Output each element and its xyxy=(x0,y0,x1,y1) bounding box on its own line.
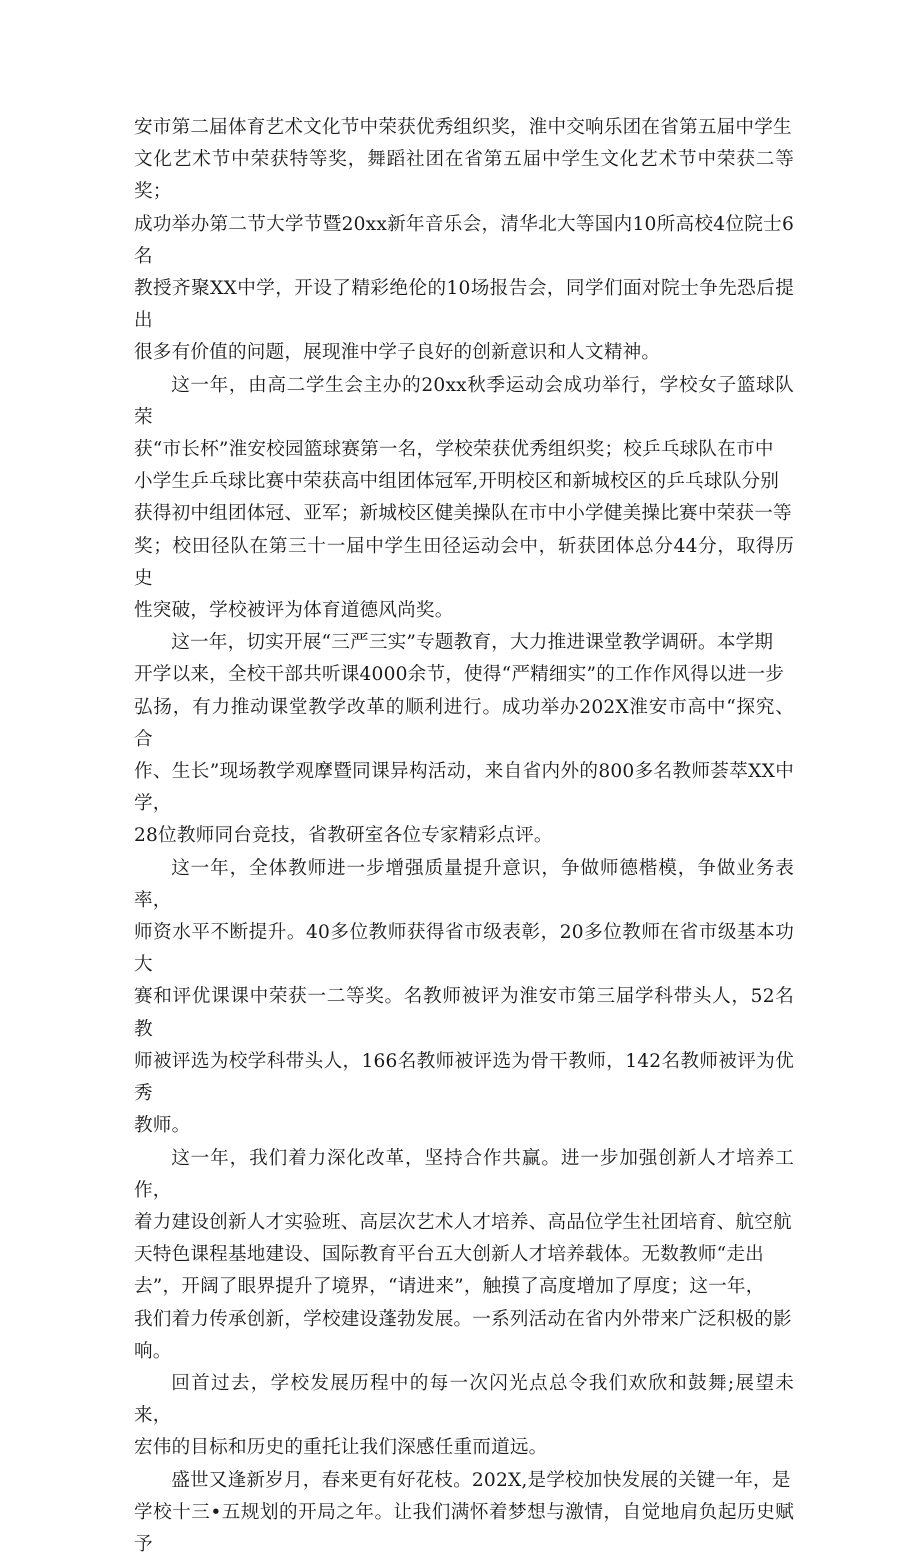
paragraph-new-year-outlook: 盛世又逢新岁月，春来更有好花枝。202X,是学校加快发展的关键一年，是 学校十三•五规划的开局之年。让我们满怀着梦想与激情，自觉地肩负起历史赋予 xyxy=(134,1469,794,1555)
paragraph-reform-innovation: 这一年，我们着力深化改革，坚持合作共赢。进一步加强创新人才培养工作， 着力建设创新人才实验班、高层次艺术人才培养、高品位学生社团培育、航空航 天特色课程基地建设、国际教育平台五大创新人才培养载体。无数教师“走出 去”，开阔了眼界提升了境界，“请进来”，触摸了高度增加了厚度；这一年， 我们着力传承创新，学校建设蓬勃发展。一系列活动在省内外带来广泛积极的影 响。 xyxy=(134,1147,794,1362)
paragraph-looking-back: 回首过去，学校发展历程中的每一次闪光点总令我们欢欣和鼓舞;展望未来， 宏伟的目标和历史的重托让我们深感任重而道远。 xyxy=(134,1372,794,1459)
paragraph-teaching-research: 这一年，切实开展“三严三实”专题教育，大力推进课堂教学调研。本学期 开学以来，全校干部共听课4000余节，使得“严精细实”的工作作风得以进一步 弘扬，有力推动课堂教学改革的顺利进行。成功举办202X淮安市高中“探究、合 作、生长”现场教学观摩暨同课异构活动，来自省内外的800多名教师荟萃XX中学， 28位教师同台竞技，省教研室各位专家精彩点评。 xyxy=(134,632,794,847)
document-body xyxy=(134,112,794,1561)
paragraph-art-festival-awards: 安市第二届体育艺术文化节中荣获优秀组织奖，淮中交响乐团在省第五届中学生 文化艺术节中荣获特等奖，舞蹈社团在省第五届中学生文化艺术节中荣获二等奖； 成功举办第二节大学节暨20xx新年音乐会，清华北大等国内10所高校4位院士6名 教授齐聚XX中学，开设了精彩绝伦的10场报告会，同学们面对院士争先恐后提出 很多有价值的问题，展现淮中学子良好的创新意识和人文精神。 xyxy=(134,117,794,364)
paragraph-teacher-quality: 这一年，全体教师进一步增强质量提升意识，争做师德楷模，争做业务表率， 师资水平不断提升。40多位教师获得省市级表彰，20多位教师在省市级基本功大 赛和评优课课中荣获一二等奖。名教师被评为淮安市第三届学科带头人，52名教 师被评选为校学科带头人，166名教师被评选为骨干教师，142名教师被评为优秀 教师。 xyxy=(134,857,794,1137)
paragraph-sports-achievements: 这一年，由高二学生会主办的20xx秋季运动会成功举行，学校女子篮球队荣 获“市长杯”淮安校园篮球赛第一名，学校荣获优秀组织奖；校乒乓球队在市中 小学生乒乓球比赛中荣获高中组团体冠军,开明校区和新城校区的乒乓球队分别 获得初中组团体冠、亚军；新城校区健美操队在市中小学健美操比赛中荣获一等 奖；校田径队在第三十一届中学生田径运动会中，斩获团体总分44分，取得历史 性突破，学校被评为体育道德风尚奖。 xyxy=(134,374,794,622)
